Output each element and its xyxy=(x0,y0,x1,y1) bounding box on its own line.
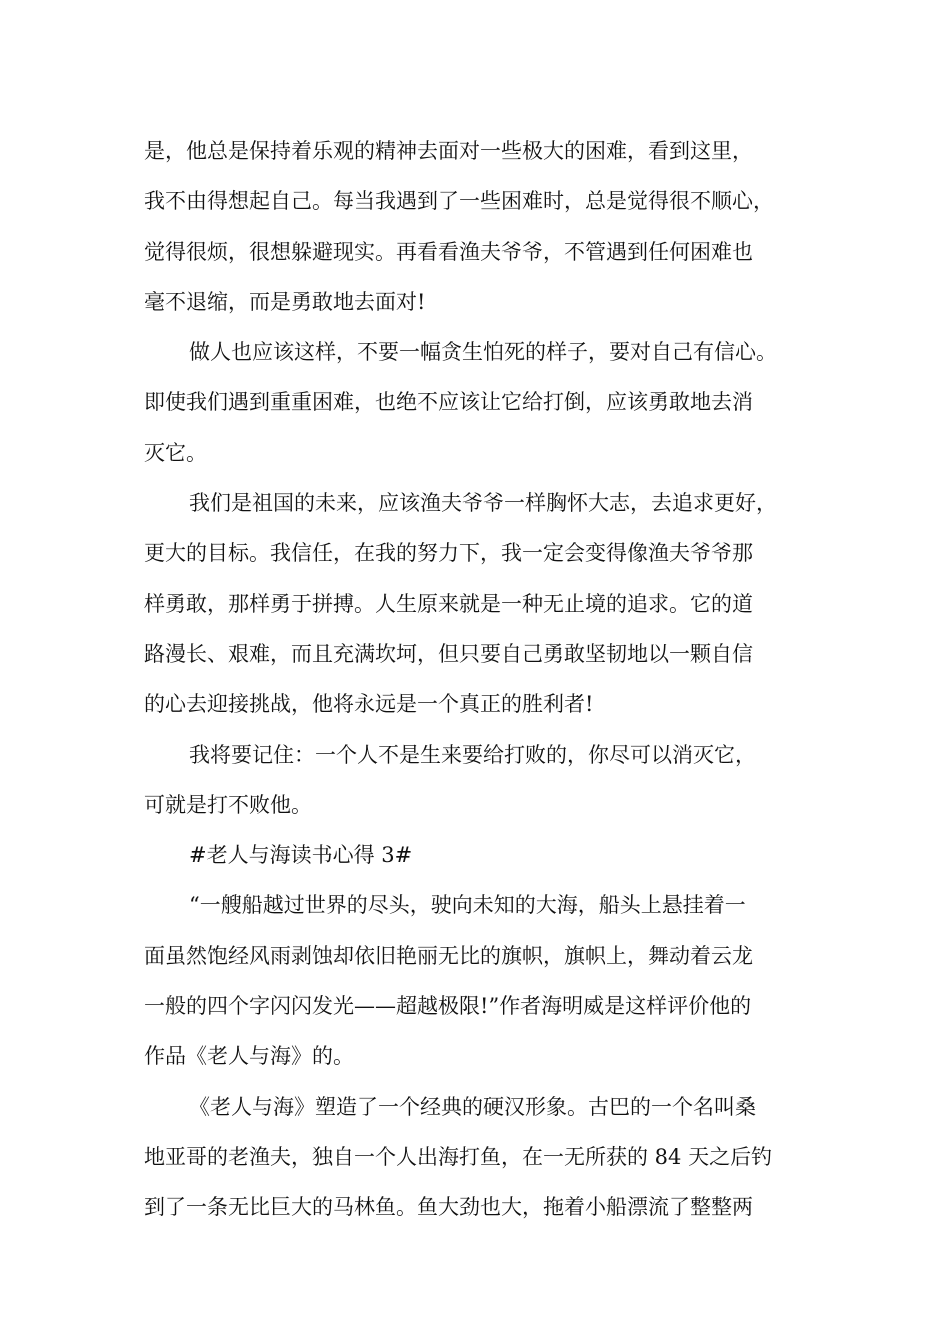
text-line-12: 的心去迎接挑战，他将永远是一个真正的胜利者! xyxy=(144,692,594,717)
text-line-16: “一艘船越过世界的尽头，驶向未知的大海，船头上悬挂着一 xyxy=(189,893,746,918)
text-line-11: 路漫长、艰难，而且充满坎坷，但只要自己勇敢坚韧地以一颗自信 xyxy=(144,641,753,666)
text-line-10: 样勇敢，那样勇于拼搏。人生原来就是一种无止境的追求。它的道 xyxy=(144,591,753,616)
text-line-4: 毫不退缩，而是勇敢地去面对! xyxy=(144,289,426,314)
section-heading: #老人与海读书心得 3# xyxy=(189,843,413,868)
text-line-2: 我不由得想起自己。每当我遇到了一些困难时，总是觉得很不顺心， xyxy=(144,189,774,214)
text-line-17: 面虽然饱经风雨剥蚀却依旧艳丽无比的旗帜，旗帜上，舞动着云龙 xyxy=(144,943,753,968)
text-line-21: 地亚哥的老渔夫，独自一个人出海打鱼，在一无所获的 84 天之后钓 xyxy=(144,1144,773,1169)
text-line-5: 做人也应该这样，不要一幅贪生怕死的样子，要对自己有信心。 xyxy=(189,340,777,365)
text-line-13: 我将要记住：一个人不是生来要给打败的，你尽可以消灭它， xyxy=(189,742,756,767)
text-line-18: 一般的四个字闪闪发光——超越极限!”作者海明威是这样评价他的 xyxy=(144,994,752,1019)
document-body xyxy=(144,126,824,1233)
text-line-9: 更大的目标。我信任，在我的努力下，我一定会变得像渔夫爷爷那 xyxy=(144,541,753,566)
text-line-1: 是，他总是保持着乐观的精神去面对一些极大的困难，看到这里， xyxy=(144,139,753,163)
text-line-7: 灭它。 xyxy=(144,440,207,465)
text-line-8: 我们是祖国的未来，应该渔夫爷爷一样胸怀大志，去追求更好， xyxy=(189,491,777,516)
text-line-6: 即使我们遇到重重困难，也绝不应该让它给打倒，应该勇敢地去消 xyxy=(144,390,753,415)
text-line-3: 觉得很烦，很想躲避现实。再看看渔夫爷爷，不管遇到任何困难也 xyxy=(144,239,753,264)
text-line-22: 到了一条无比巨大的马林鱼。鱼大劲也大，拖着小船漂流了整整两 xyxy=(144,1195,753,1220)
text-line-14: 可就是打不败他。 xyxy=(144,792,312,817)
text-line-20: 《老人与海》塑造了一个经典的硬汉形象。古巴的一个名叫桑 xyxy=(189,1094,756,1119)
text-line-19: 作品《老人与海》的。 xyxy=(144,1044,354,1069)
